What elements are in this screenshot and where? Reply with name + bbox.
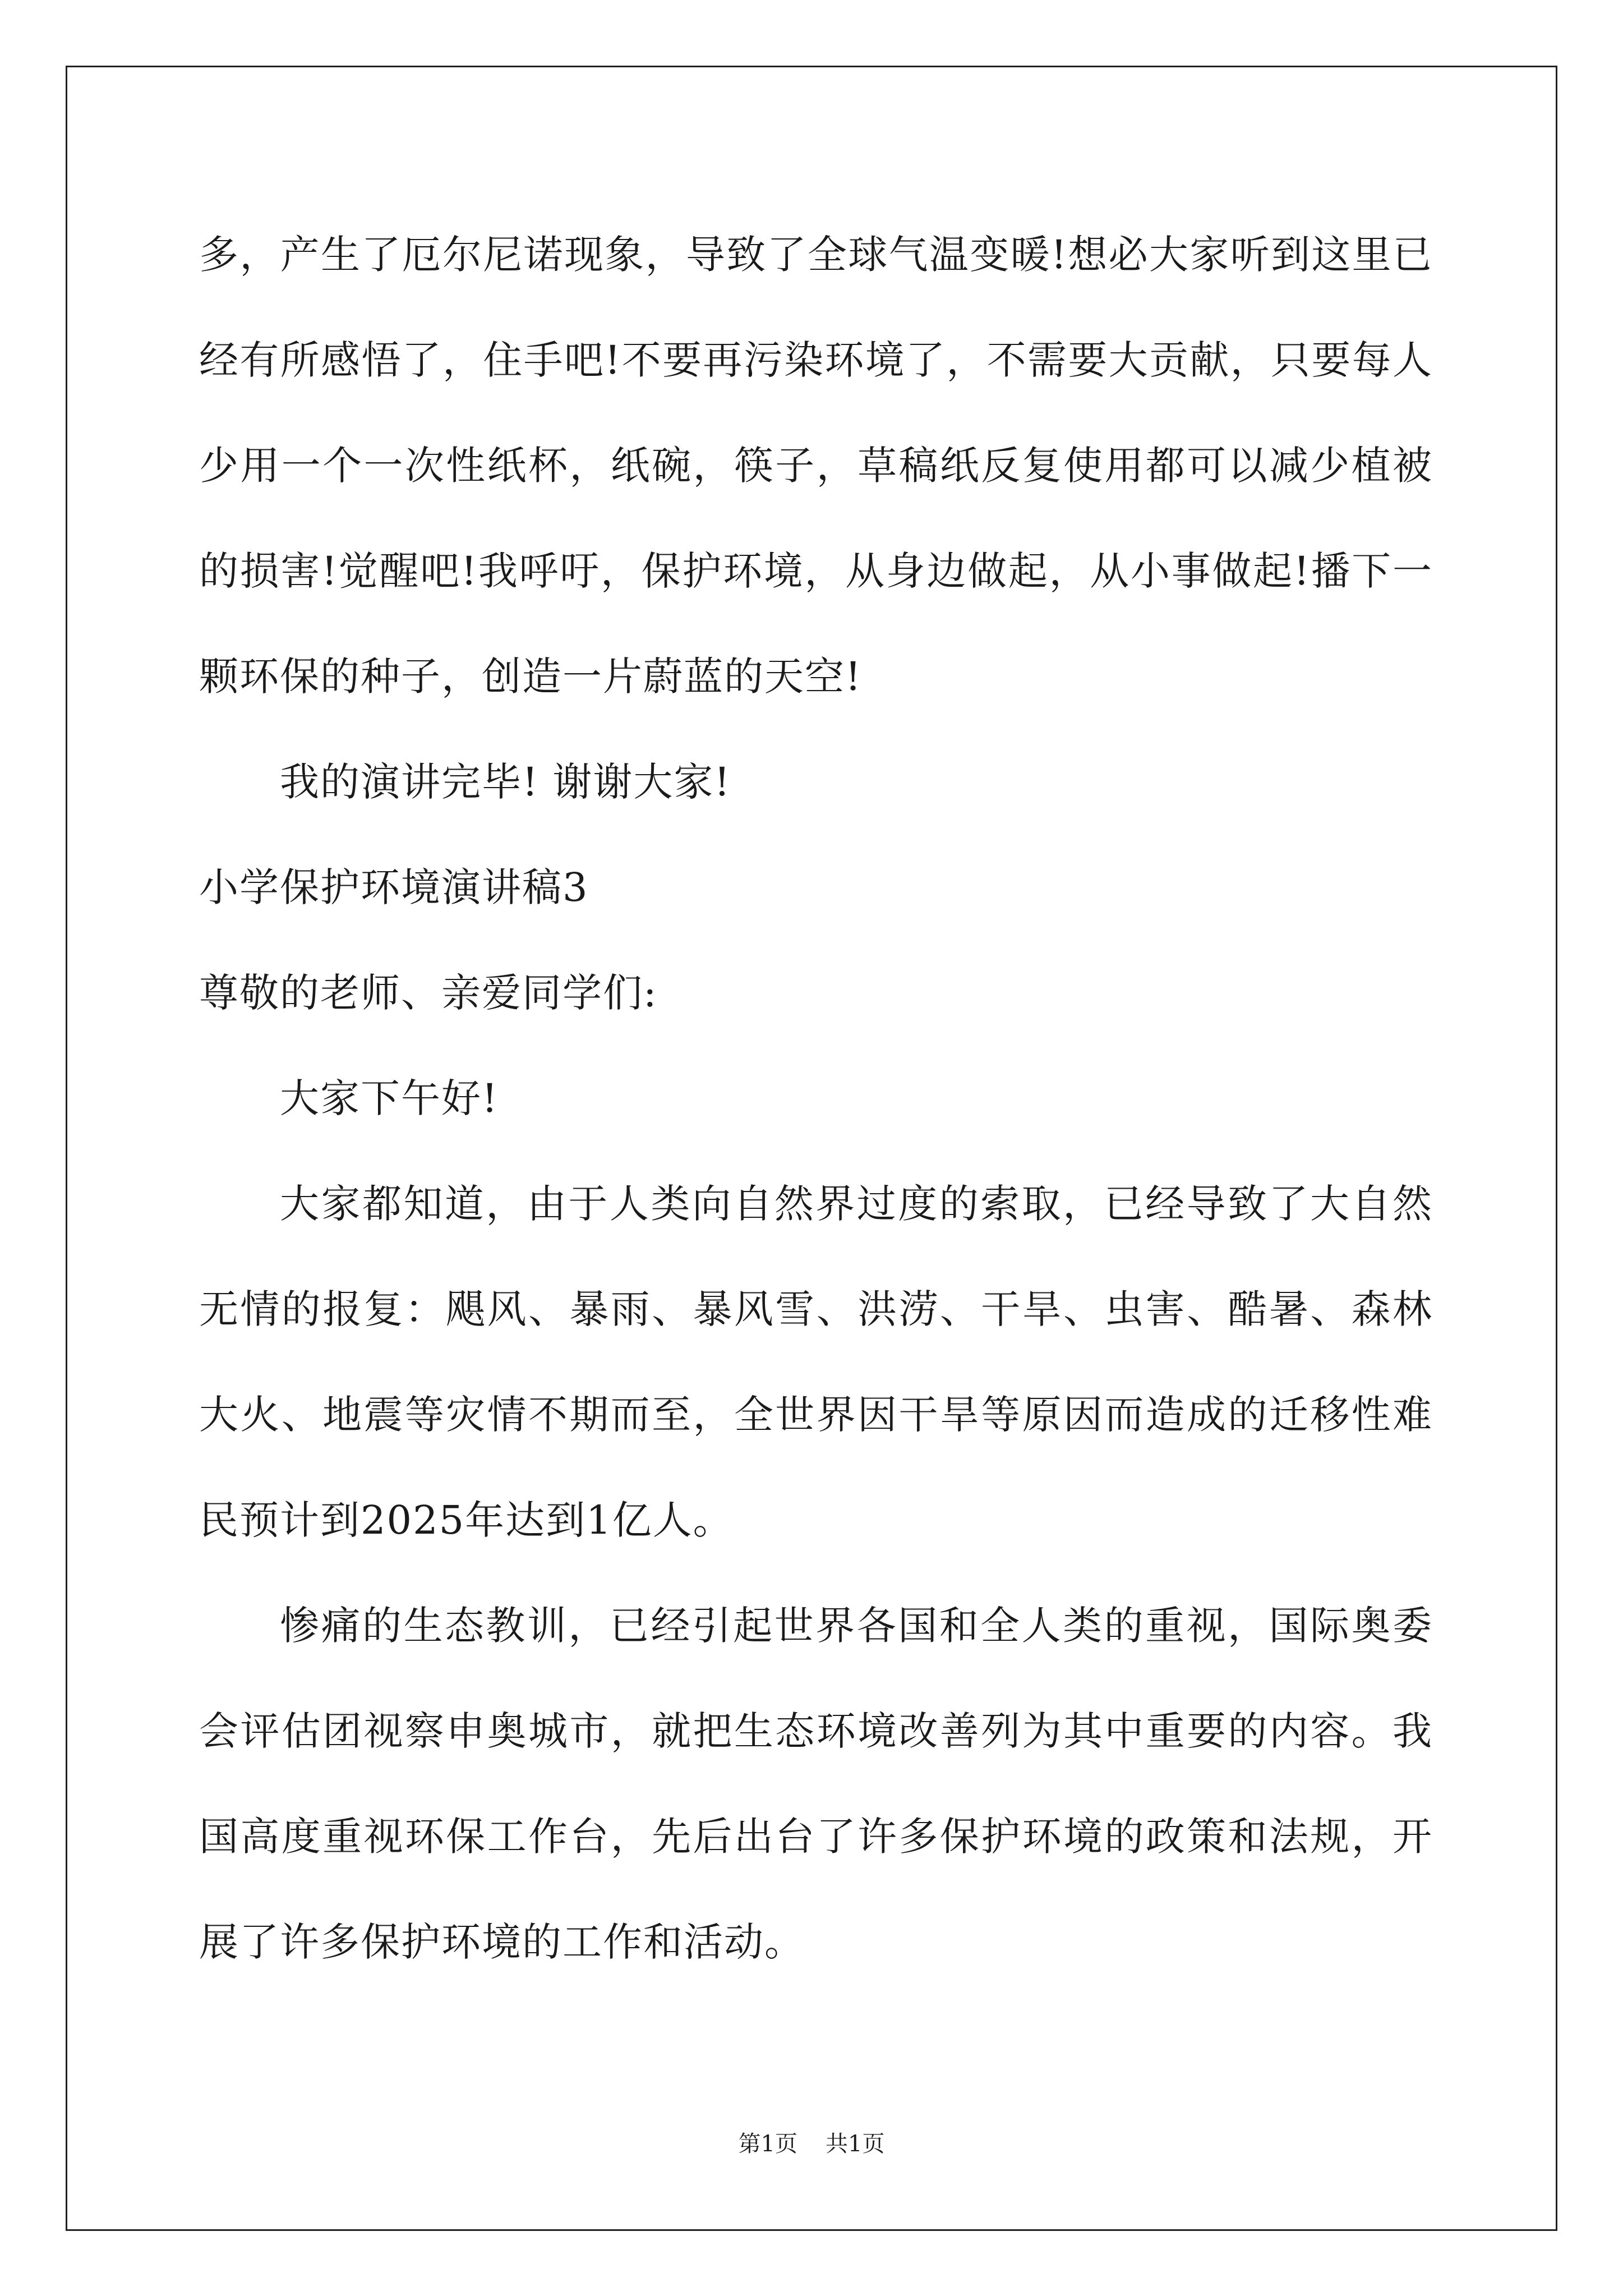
salutation: 尊敬的老师、亲爱同学们: xyxy=(199,970,658,1016)
paragraph-lessons: 惨痛的生态教训，已经引起世界各国和全人类的重视，国际奥委会评估团视察申奥城市，就把生态环境改善列为其中重要的内容。我国高度重视环保工作台，先后出台了许多保护环境的政策和法规，开展了许多保护环境的工作和活动。 xyxy=(199,1603,1433,1965)
greeting: 大家下午好! xyxy=(280,1075,499,1121)
document-body xyxy=(199,202,1433,1995)
paragraph-continuation: 多，产生了厄尔尼诺现象，导致了全球气温变暖!想必大家听到这里已经有所感悟了，住手吧!不要再污染环境了，不需要大贡献，只要每人少用一个一次性纸杯，纸碗，筷子，草稿纸反复使用都可以减少植被的损害!觉醒吧!我呼吁，保护环境，从身边做起，从小事做起!播下一颗环保的种子，创造一片蔚蓝的天空! xyxy=(199,232,1433,700)
page-number: 第1页 xyxy=(738,2131,797,2157)
paragraph-disasters: 大家都知道，由于人类向自然界过度的索取，已经导致了大自然无情的报复：飓风、暴雨、暴风雪、洪涝、干旱、虫害、酷暑、森林大火、地震等灾情不期而至，全世界因干旱等原因而造成的迁移性难民预计到2025年达到1亿人。 xyxy=(199,1181,1433,1543)
paragraph-closing: 我的演讲完毕! 谢谢大家! xyxy=(280,759,731,805)
section-title: 小学保护环境演讲稿3 xyxy=(199,864,589,910)
page-total: 共1页 xyxy=(826,2131,885,2157)
page-footer xyxy=(0,2126,1623,2158)
